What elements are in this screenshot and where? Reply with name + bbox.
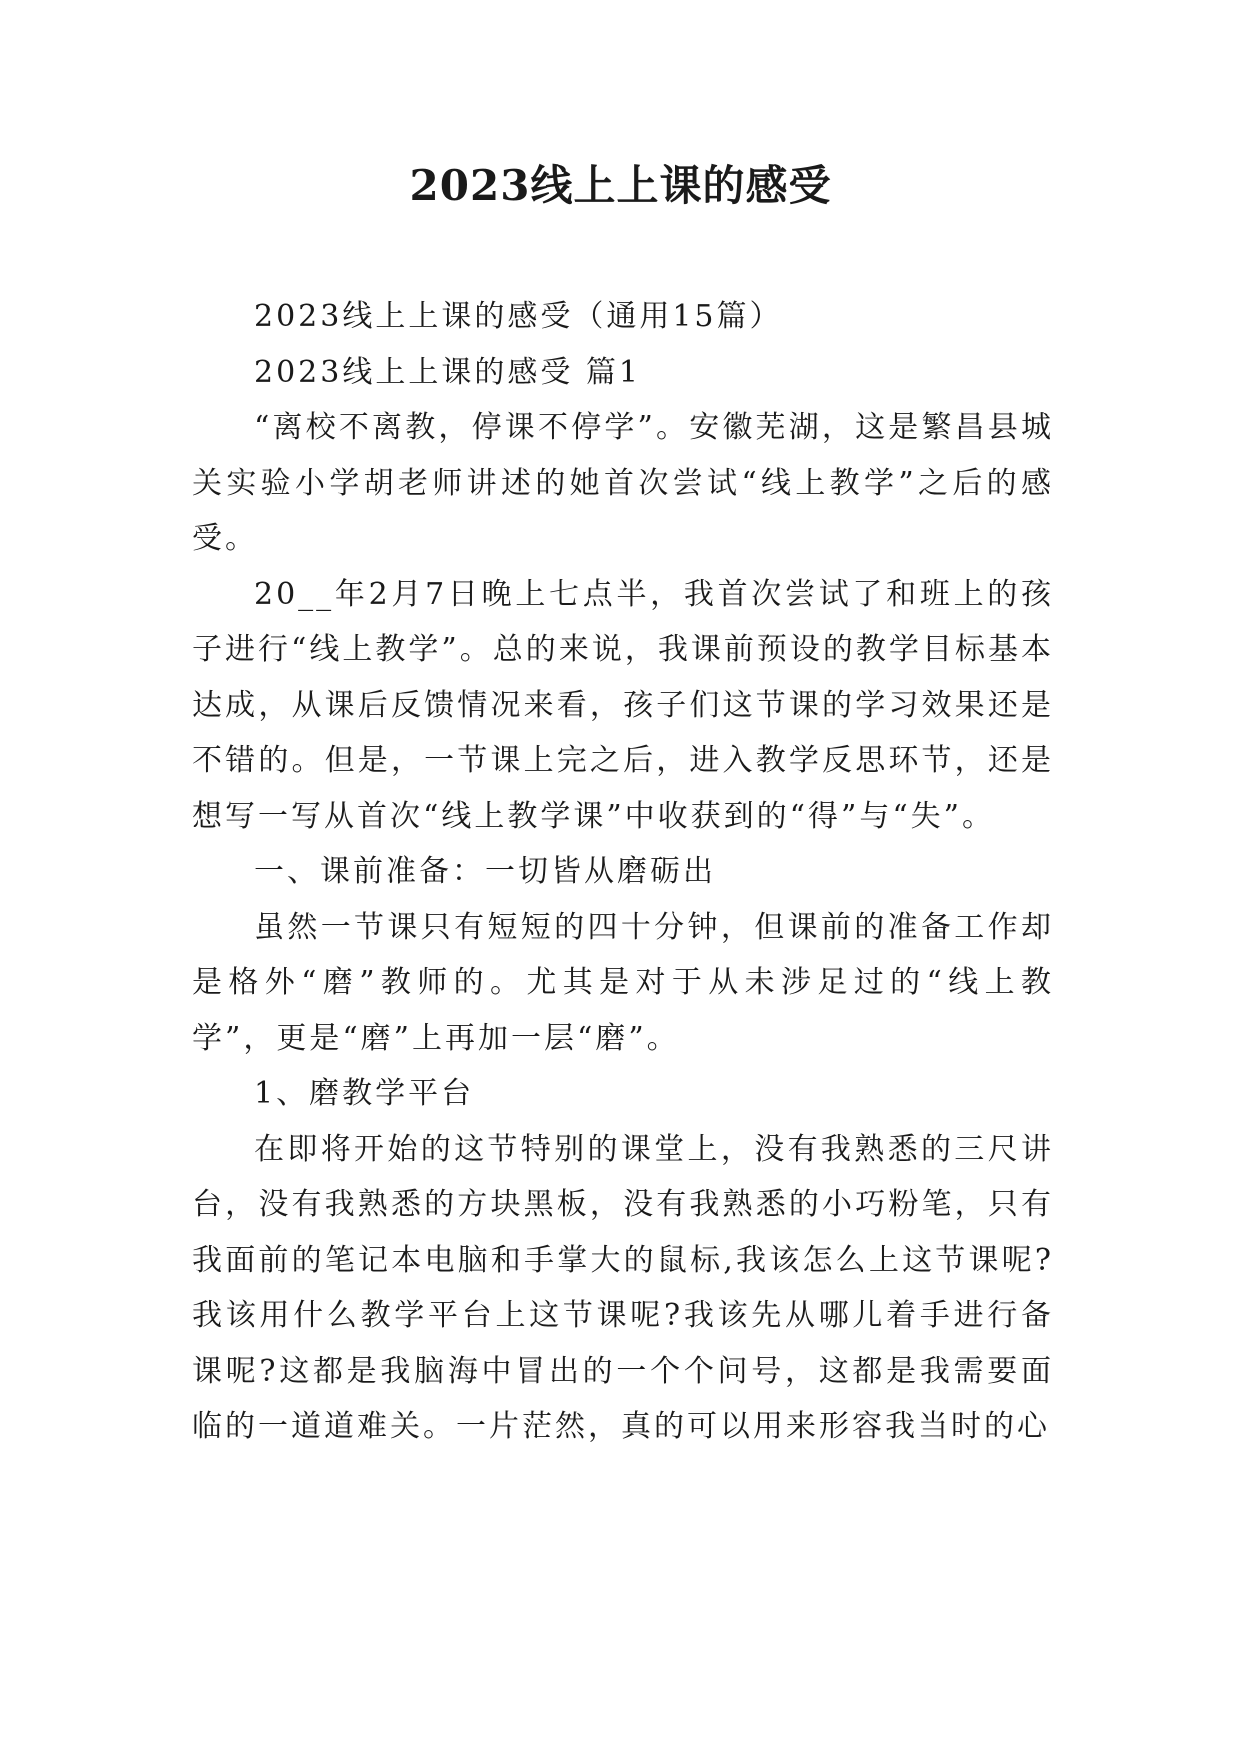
- sub-heading: 1、磨教学平台: [254, 1076, 475, 1111]
- body-paragraph: 虽然一节课只有短短的四十分钟，但课前的准备工作却是格外“磨”教师的。尤其是对于从未涉足过的“线上教学”，更是“磨”上再加一层“磨”。: [192, 909, 1054, 1056]
- document-title: 2023线上上课的感受: [409, 161, 832, 210]
- body-paragraph: 在即将开始的这节特别的课堂上，没有我熟悉的三尺讲台，没有我熟悉的方块黑板，没有我熟悉的小巧粉笔，只有我面前的笔记本电脑和手掌大的鼠标,我该怎么上这节课呢?我该用什么教学平台上这节课呢?我该先从哪儿着手进行备课呢?这都是我脑海中冒出的一个个问号，这都是我需要面临的一道道难关。一片茫然，真的可以用来形容我当时的心: [192, 1131, 1054, 1444]
- body-paragraph: “离校不离教，停课不停学”。安徽芜湖，这是繁昌县城关实验小学胡老师讲述的她首次尝试“线上教学”之后的感受。: [192, 410, 1054, 556]
- section-heading: 2023线上上课的感受 篇1: [254, 354, 641, 390]
- document-body: [192, 289, 1054, 1455]
- subtitle-paragraph: 2023线上上课的感受（通用15篇）: [254, 299, 783, 334]
- body-paragraph: 20__年2月7日晚上七点半，我首次尝试了和班上的孩子进行“线上教学”。总的来说，我课前预设的教学目标基本达成，从课后反馈情况来看，孩子们这节课的学习效果还是不错的。但是，一节课上完之后，进入教学反思环节，还是想写一写从首次“线上教学课”中收获到的“得”与“失”。: [192, 576, 1054, 834]
- sub-heading: 一、课前准备：一切皆从磨砺出: [254, 854, 716, 889]
